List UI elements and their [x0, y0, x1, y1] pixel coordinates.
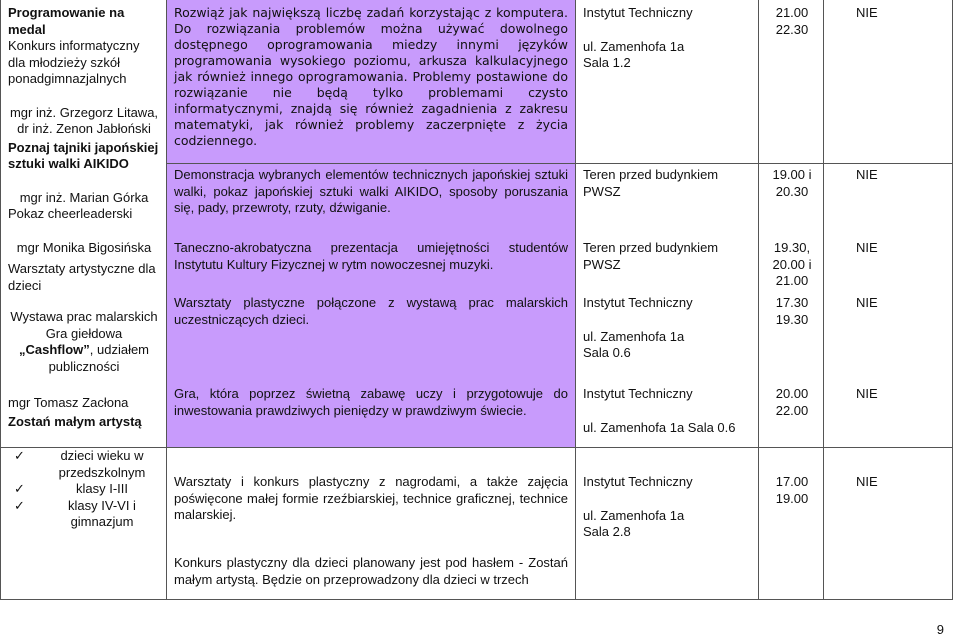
- registration-cell: NIE: [856, 386, 878, 401]
- location-cell: Instytut Techniczny ul. Zamenhofa 1a Sala 0.6: [583, 386, 736, 435]
- time-cell: 17.30 19.30: [775, 295, 809, 327]
- event-title: Pokaz cheerleaderski: [8, 206, 133, 221]
- table-border: [758, 0, 759, 600]
- registration-cell: NIE: [856, 295, 878, 310]
- event-title: Poznaj tajniki japońskiej sztuki walki AIKIDO: [8, 139, 159, 171]
- table-border: [0, 0, 1, 600]
- table-border: [575, 0, 576, 600]
- time-cell: 17.00 19.00: [775, 474, 809, 506]
- event-description: Taneczno-akrobatyczna prezentacja umiejętności studentów Instytutu Kultury Fizycznej w rytm nowoczesnej muzyki.: [174, 240, 568, 272]
- registration-cell: NIE: [856, 5, 878, 20]
- checkmark-icon: ✓: [14, 448, 25, 463]
- page-number: 9: [936, 622, 944, 637]
- location-cell: Instytut Techniczny ul. Zamenhofa 1a Sala 1.2: [583, 5, 693, 70]
- location-cell: Instytut Techniczny ul. Zamenhofa 1a Sala 2.8: [583, 474, 693, 539]
- event-name-cell: [8, 5, 160, 531]
- event-title: Zostań małym artystą: [8, 413, 142, 429]
- event-description: Rozwiąż jak największą liczbę zadań korzystając z komputera. Do rozwiązania problemów można używać dowolnego dostępnego oprogramowania miedzy innymi języków programowania wysokiego poziomu, arkusza kalkulacyjnego jak również innego oprogramowania. Problemy postawione do rozwiązanie nie będą tylko problemami czysto informatycznymi, znajdą się również zagadnienia z zakresu matematyki, jak również problemy zaczerpnięte z życia codziennego.: [174, 5, 568, 148]
- table-border: [166, 0, 167, 600]
- checkmark-icon: ✓: [14, 497, 25, 513]
- time-cell: 21.00 22.30: [775, 5, 809, 37]
- time-cell: 20.00 22.00: [775, 386, 809, 418]
- registration-cell: NIE: [856, 474, 878, 489]
- list-item: ✓ klasy I-III: [8, 481, 160, 498]
- event-description-continued: Konkurs plastyczny dla dzieci planowany jest pod hasłem - Zostań małym artystą. Będzie on przeprowadzony dla dzieci w trzech: [174, 555, 568, 587]
- list-item: ✓ dzieci wieku w przedszkolnym: [8, 448, 160, 481]
- table-border: [166, 163, 953, 164]
- event-description: Warsztaty plastyczne połączone z wystawą prac malarskich uczestniczących dzieci.: [174, 295, 568, 327]
- age-group-list: [8, 448, 160, 531]
- time-cell: 19.30, 20.00 i 21.00: [772, 240, 812, 288]
- event-organizer: mgr Tomasz Zacłona: [8, 395, 129, 410]
- list-item: ✓ klasy IV-VI i gimnazjum: [8, 498, 160, 531]
- location-cell: Instytut Techniczny ul. Zamenhofa 1a Sala 0.6: [583, 295, 693, 360]
- location-cell: Teren przed budynkiem PWSZ: [583, 240, 719, 272]
- event-organizer: mgr inż. Marian Górka: [19, 189, 149, 205]
- event-organizer: mgr Monika Bigosińska: [16, 239, 152, 255]
- registration-cell: NIE: [856, 240, 878, 255]
- event-subtitle: Wystawa prac malarskich: [10, 309, 158, 324]
- event-description: Warsztaty i konkurs plastyczny z nagrodami, a także zajęcia poświęcone małej formie rzeźbiarskiej, technice graficznej, technice malarskiej.: [174, 474, 568, 522]
- table-border: [952, 0, 953, 600]
- table-border: [0, 599, 953, 600]
- event-description: Demonstracja wybranych elementów technicznych japońskiej sztuki walki, pokaz japońskiej sztuki walki AIKIDO, sposoby poruszania się, pady, przewroty, rzuty, dźwiganie.: [174, 167, 568, 215]
- event-organizer: mgr inż. Grzegorz Litawa, dr inż. Zenon Jabłoński: [9, 104, 159, 136]
- registration-cell: NIE: [856, 167, 878, 182]
- time-cell: 19.00 i 20.30: [772, 167, 812, 199]
- event-subtitle: Konkurs informatyczny dla młodzieży szkół ponadgimnazjalnych: [8, 38, 140, 86]
- event-description: Gra, która poprzez świetną zabawę uczy i przygotowuje do inwestowania prawdziwych pieniędzy w prawdziwym świecie.: [174, 386, 568, 418]
- location-cell: Teren przed budynkiem PWSZ: [583, 167, 719, 199]
- event-title: Gra giełdowa „Cashflow”, udziałem publiczności: [18, 325, 150, 374]
- event-title: Warsztaty artystyczne dla dzieci: [8, 261, 156, 293]
- table-border: [823, 0, 824, 600]
- event-title: Programowanie na medal: [8, 5, 125, 37]
- checkmark-icon: ✓: [14, 481, 25, 496]
